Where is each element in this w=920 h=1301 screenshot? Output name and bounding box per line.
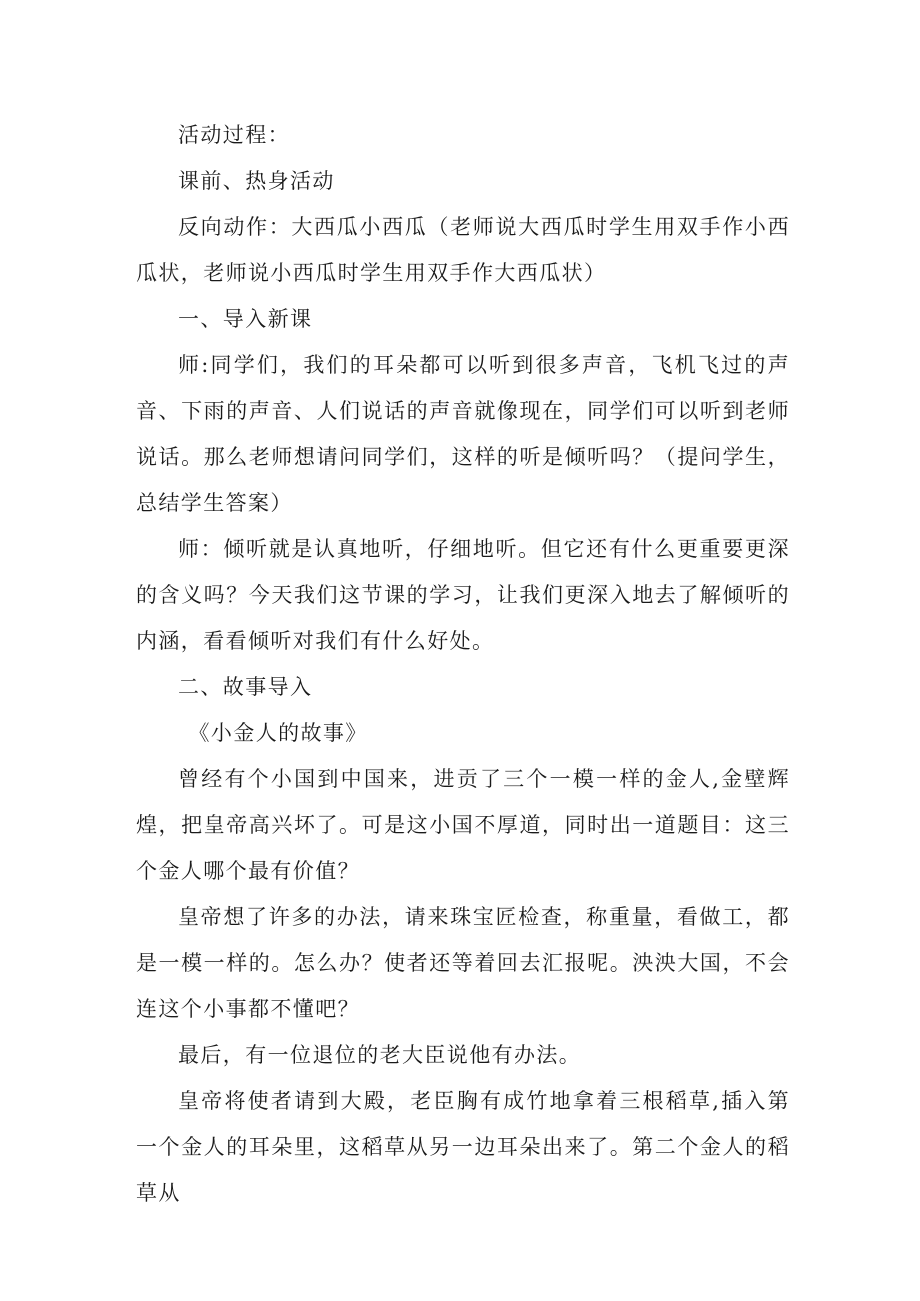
story-title: 《小金人的故事》 [188, 721, 368, 745]
paragraph-story-3: 最后，有一位退位的老大臣说他有办法。 [178, 1043, 582, 1067]
section-label-process: 活动过程： [178, 123, 290, 147]
paragraph-teacher-question: 师:同学们，我们的耳朵都可以听到很多声音，飞机飞过的声音、下雨的声音、人们说话的声音就像现在，同学们可以听到老师说话。那么老师想请问同学们，这样的听是倾听吗？（提问学生，总结学生答案） [136, 353, 790, 515]
paragraph-story-1: 曾经有个小国到中国来，进贡了三个一模一样的金人,金壁辉煌，把皇帝高兴坏了。可是这小国不厚道，同时出一道题目：这三个金人哪个最有价值？ [136, 767, 790, 883]
section-heading-story: 二、故事导入 [178, 675, 313, 699]
paragraph-story-2: 皇帝想了许多的办法，请来珠宝匠检查，称重量，看做工，都是一模一样的。怎么办？使者还等着回去汇报呢。泱泱大国，不会连这个小事都不懂吧？ [136, 905, 790, 1021]
document-body [136, 112, 790, 1216]
paragraph-teacher-explanation: 师：倾听就是认真地听，仔细地听。但它还有什么更重要更深的含义吗？今天我们这节课的学习，让我们更深入地去了解倾听的内涵，看看倾听对我们有什么好处。 [136, 537, 790, 653]
section-heading-warmup: 课前、热身活动 [178, 169, 335, 193]
section-heading-intro: 一、导入新课 [178, 307, 313, 331]
paragraph-story-4: 皇帝将使者请到大殿，老臣胸有成竹地拿着三根稻草,插入第一个金人的耳朵里，这稻草从另一边耳朵出来了。第二个金人的稻草从 [136, 1089, 790, 1205]
paragraph-reverse-action: 反向动作：大西瓜小西瓜（老师说大西瓜时学生用双手作小西瓜状，老师说小西瓜时学生用双手作大西瓜状） [136, 215, 790, 285]
